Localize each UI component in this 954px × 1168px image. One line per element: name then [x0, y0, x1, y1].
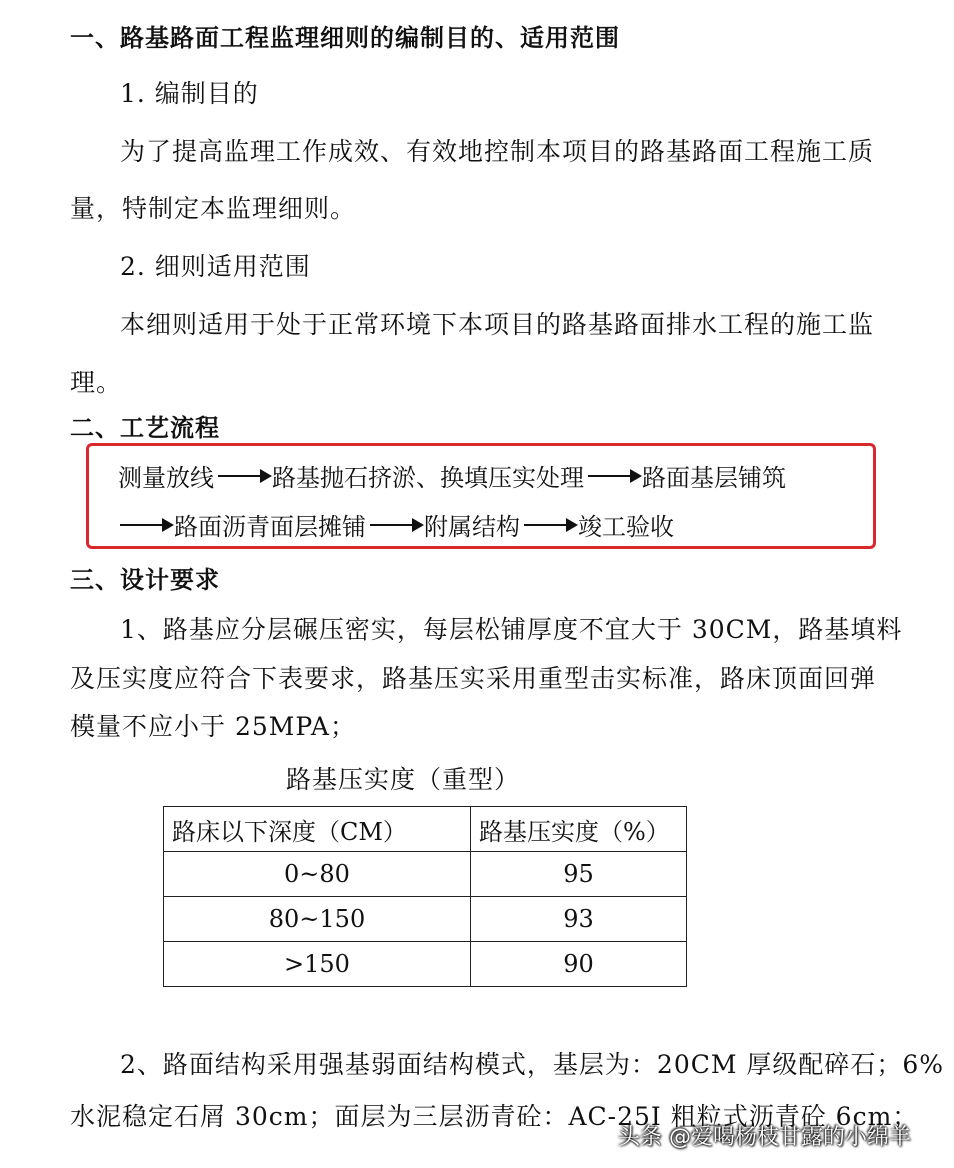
flow-step: 测量放线 — [118, 464, 214, 492]
watermark: 头条 @爱喝杨枝甘露的小绵羊 — [618, 1125, 911, 1150]
table-cell-depth: >150 — [164, 942, 471, 987]
paragraph-line: 为了提高监理工作成效、有效地控制本项目的路基路面工程施工质 — [120, 137, 875, 166]
table-cell-depth: 80~150 — [164, 897, 471, 942]
table-header-row — [164, 807, 687, 852]
paragraph-line: 模量不应小于 25MPA； — [70, 712, 356, 741]
table-cell-depth: 0~80 — [164, 852, 471, 897]
arrow-right-icon — [588, 475, 640, 477]
table-caption: 路基压实度（重型） — [286, 765, 521, 794]
table-header-cell: 路床以下深度（CM） — [164, 807, 471, 852]
paragraph-line: 水泥稳定石屑 30cm；面层为三层沥青砼：AC-25I 粗粒式沥青砼 6cm； — [70, 1102, 919, 1131]
table-row — [164, 852, 687, 897]
process-flow-row-2 — [116, 507, 674, 542]
flow-step: 路面基层铺筑 — [642, 464, 786, 492]
arrow-right-icon — [120, 524, 172, 526]
table-cell-compaction: 93 — [471, 897, 687, 942]
arrow-right-icon — [370, 524, 422, 526]
arrow-right-icon — [218, 475, 270, 477]
section-3-title: 三、设计要求 — [70, 566, 220, 594]
table-row — [164, 942, 687, 987]
table-cell-compaction: 95 — [471, 852, 687, 897]
paragraph-line: 理。 — [70, 368, 123, 397]
subheading-scope: 2. 细则适用范围 — [120, 252, 311, 281]
section-2-title: 二、工艺流程 — [70, 414, 220, 442]
table-cell-compaction: 90 — [471, 942, 687, 987]
table-header-cell: 路基压实度（%） — [471, 807, 687, 852]
paragraph-line: 量，特制定本监理细则。 — [70, 194, 357, 223]
table-row — [164, 897, 687, 942]
section-1-title: 一、路基路面工程监理细则的编制目的、适用范围 — [70, 24, 620, 52]
flow-step: 路基抛石挤淤、换填压实处理 — [272, 464, 584, 492]
paragraph-line: 及压实度应符合下表要求，路基压实采用重型击实标准，路床顶面回弹 — [70, 664, 877, 693]
paragraph-line: 本细则适用于处于正常环境下本项目的路基路面排水工程的施工监 — [120, 310, 875, 339]
subheading-purpose: 1. 编制目的 — [120, 79, 259, 108]
paragraph-line: 2、路面结构采用强基弱面结构模式，基层为：20CM 厚级配碎石；6% — [120, 1050, 945, 1079]
arrow-right-icon — [524, 524, 576, 526]
paragraph-line: 1、路基应分层碾压密实，每层松铺厚度不宜大于 30CM，路基填料 — [120, 615, 903, 644]
flow-step: 竣工验收 — [578, 513, 674, 541]
compaction-table — [163, 806, 687, 987]
flow-step: 路面沥青面层摊铺 — [174, 513, 366, 541]
process-flow-row-1 — [118, 458, 786, 493]
flow-step: 附属结构 — [424, 513, 520, 541]
